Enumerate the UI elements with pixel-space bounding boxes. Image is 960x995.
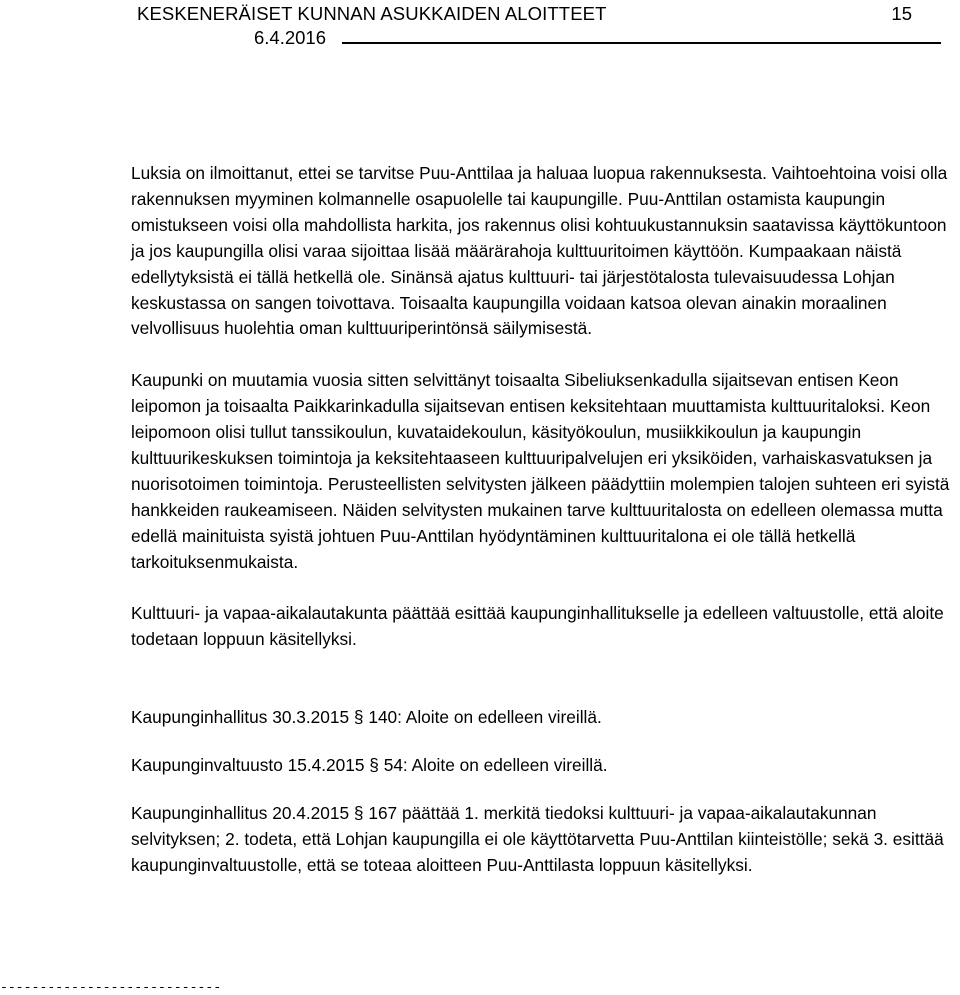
paragraph-kulttuuritalo: Kaupunki on muutamia vuosia sitten selvittänyt toisaalta Sibeliuksenkadulla sijaitsevan entisen Keon leipomon ja toisaalta Paikkarinkadulla sijaitsevan entisen keksitehtaan muuttamista kulttuuritaloksi. Keon leipomoon olisi tullut tanssikoulun, kuvataidekoulun, käsityökoulun, musiikkikoulun ja kaupungin kulttuurikeskuksen toimintoja ja keksitehtaaseen kulttuuripalvelujen eri yksiköiden, varhaiskasvatuksen ja nuorisotoimen toimintoja. Perusteellisten selvitysten jälkeen päädyttiin molempien talojen suhteen eri syistä hankkeiden raukeamiseen. Näiden selvitysten mukainen tarve kulttuuritalosta on edelleen olemassa mutta edellä mainituista syistä johtuen Puu-Anttilan hyödyntäminen kulttuuritalona ei ole tällä hetkellä tarkoituksenmukaista. (131, 370, 950, 572)
header-divider (342, 42, 941, 44)
paragraph-lautakunta-decision: Kulttuuri- ja vapaa-aikalautakunta päättää esittää kaupunginhallitukselle ja edelleen valtuustolle, että aloite todetaan loppuun käsitellyksi. (131, 603, 944, 650)
document-body (131, 161, 959, 901)
paragraph-luksia: Luksia on ilmoittanut, ettei se tarvitse Puu-Anttilaa ja haluaa luopua rakennuksesta. Vaihtoehtoina voisi olla rakennuksen myyminen kolmannelle osapuolelle tai kaupungille. Puu-Anttilan ostamista kaupungin omistukseen voisi olla mahdollista harkita, jos rakennus olisi kohtuukustannuksin saatavissa käyttökuntoon ja jos kaupungilla olisi varaa sijoittaa lisää määrärahoja kulttuuritoimen käyttöön. Kumpaakaan näistä edellytyksistä ei tällä hetkellä ole. Sinänsä ajatus kulttuuri- tai järjestötalosta tulevaisuudessa Lohjan keskustassa on sangen toivottava. Toisaalta kaupungilla voidaan katsoa olevan ainakin moraalinen velvollisuus huolehtia oman kulttuuriperintönsä säilymisestä. (131, 163, 948, 339)
entry-kaupunginvaltuusto-15-4: Kaupunginvaltuusto 15.4.2015 § 54: Aloite on edelleen vireillä. (131, 754, 608, 775)
header-date: 6.4.2016 (254, 27, 327, 48)
page-header (137, 3, 943, 48)
footer-separator: ---------------------------- (0, 980, 222, 995)
entry-kaupunginhallitus-20-4: Kaupunginhallitus 20.4.2015 § 167 päättää 1. merkitä tiedoksi kulttuuri- ja vapaa-aikalautakunnan selvityksen; 2. todeta, että Lohjan kaupungilla ei ole käyttötarvetta Puu-Anttilan kiinteistölle; sekä 3. esittää kaupunginvaltuustolle, että se toteaa aloitteen Puu-Anttilasta loppuun käsitellyksi. (131, 802, 944, 875)
page-number: 15 (891, 3, 912, 24)
header-title: KESKENERÄISET KUNNAN ASUKKAIDEN ALOITTEET (137, 3, 607, 24)
entry-kaupunginhallitus-30-3: Kaupunginhallitus 30.3.2015 § 140: Aloite on edelleen vireillä. (131, 706, 602, 727)
